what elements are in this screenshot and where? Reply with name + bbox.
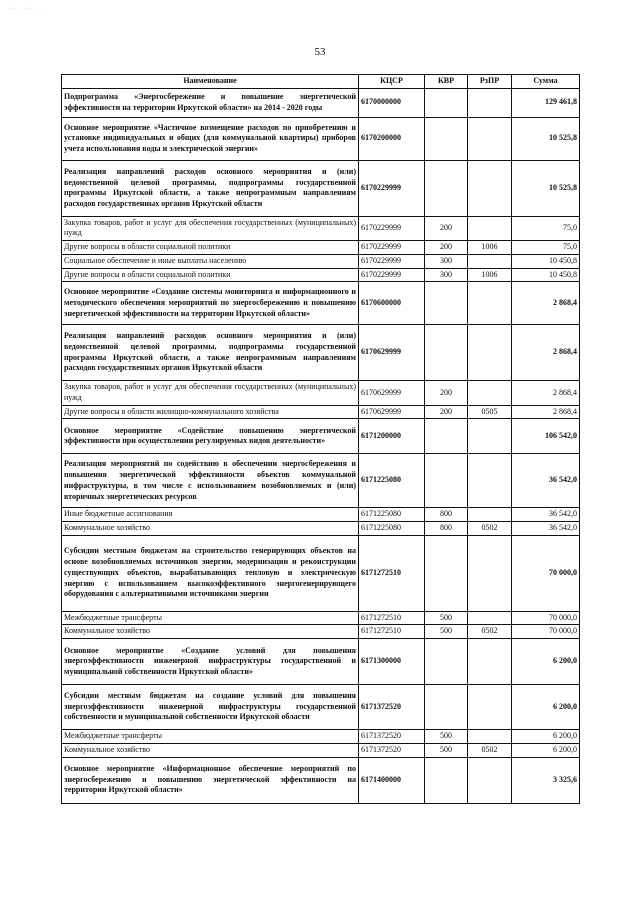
row-rzpr: 0502	[468, 743, 512, 757]
table-header-row	[62, 75, 580, 89]
row-code: 6171300000	[359, 639, 425, 685]
row-kvr	[425, 88, 468, 117]
table-row	[62, 268, 580, 282]
row-name: Коммунальное хозяйство	[62, 522, 359, 536]
row-kvr	[425, 117, 468, 160]
row-code: 6170629999	[359, 325, 425, 381]
row-sum: 70 000,0	[512, 625, 580, 639]
row-name: Коммунальное хозяйство	[62, 743, 359, 757]
table-row	[62, 454, 580, 508]
row-code: 6170229999	[359, 254, 425, 268]
row-name: Межбюджетные трансферты	[62, 730, 359, 744]
row-code: 6170000000	[359, 88, 425, 117]
row-kvr: 200	[425, 241, 468, 255]
row-code: 6170629999	[359, 405, 425, 419]
row-sum: 2 868,4	[512, 405, 580, 419]
row-rzpr	[468, 282, 512, 325]
row-code: 6171225080	[359, 522, 425, 536]
row-sum: 10 450,8	[512, 268, 580, 282]
row-name: Социальное обеспечение и иные выплаты населению	[62, 254, 359, 268]
row-rzpr	[468, 508, 512, 522]
header-rzpr: РзПР	[468, 75, 512, 89]
row-kvr: 500	[425, 611, 468, 625]
row-rzpr	[468, 685, 512, 730]
row-name: Реализация направлений расходов основного мероприятия и (или) ведомственной целевой программы, подпрограммы государственной программы Иркутской области, а также непрограммным направлениям расходов государственных органов Иркутской области	[62, 325, 359, 381]
table-row	[62, 419, 580, 454]
row-sum: 106 542,0	[512, 419, 580, 454]
row-kvr: 800	[425, 508, 468, 522]
table-row	[62, 405, 580, 419]
row-rzpr	[468, 535, 512, 611]
row-kvr	[425, 419, 468, 454]
row-sum: 36 542,0	[512, 454, 580, 508]
row-rzpr	[468, 216, 512, 240]
table-row	[62, 216, 580, 240]
table-row	[62, 254, 580, 268]
row-code: 6170200000	[359, 117, 425, 160]
row-code: 6171225080	[359, 508, 425, 522]
table-row	[62, 743, 580, 757]
row-name: Закупка товаров, работ и услуг для обеспечения государственных (муниципальных) нужд	[62, 381, 359, 405]
row-code: 6171272510	[359, 625, 425, 639]
row-code: 6170600000	[359, 282, 425, 325]
row-kvr	[425, 639, 468, 685]
table-row	[62, 625, 580, 639]
row-sum: 6 200,0	[512, 743, 580, 757]
header-kvr: КВР	[425, 75, 468, 89]
table-row	[62, 117, 580, 160]
row-rzpr: 1006	[468, 241, 512, 255]
table-row	[62, 160, 580, 216]
row-sum: 2 868,4	[512, 325, 580, 381]
row-rzpr	[468, 381, 512, 405]
table-row	[62, 282, 580, 325]
row-rzpr	[468, 88, 512, 117]
row-sum: 75,0	[512, 216, 580, 240]
row-sum: 70 000,0	[512, 611, 580, 625]
table-row	[62, 522, 580, 536]
row-code: 6171272510	[359, 611, 425, 625]
row-kvr: 200	[425, 216, 468, 240]
row-rzpr	[468, 325, 512, 381]
row-rzpr	[468, 757, 512, 803]
row-sum: 2 868,4	[512, 381, 580, 405]
row-sum: 129 461,8	[512, 88, 580, 117]
row-sum: 36 542,0	[512, 522, 580, 536]
table-body	[62, 88, 580, 803]
table-row	[62, 730, 580, 744]
row-name: Реализация направлений расходов основного мероприятия и (или) ведомственной целевой программы, подпрограммы государственной программы Иркутской области, а также непрограммным направлениям расходов государственных органов Иркутской области	[62, 160, 359, 216]
row-kvr	[425, 685, 468, 730]
row-name: Основное мероприятие «Создание условий для повышения энергоэффективности инженерной инфраструктуры государственной и муниципальной собственности Иркутской области»	[62, 639, 359, 685]
row-kvr: 200	[425, 405, 468, 419]
table-row	[62, 535, 580, 611]
row-sum: 70 000,0	[512, 535, 580, 611]
table-row	[62, 508, 580, 522]
table-row	[62, 88, 580, 117]
row-name: Основное мероприятие «Создание системы мониторинга и информационного и методического обеспечения мероприятий по энергосбережению и повышению энергетической эффективности на территории Иркутской области»	[62, 282, 359, 325]
row-name: Реализация мероприятий по содействию в обеспечении энергосбережения и повышения энергетической эффективности объектов коммунальной инфраструктуры, в том числе с использованием возобновляемых и (или) вторичных энергетических ресурсов	[62, 454, 359, 508]
row-code: 6170229999	[359, 216, 425, 240]
row-rzpr: 1006	[468, 268, 512, 282]
row-code: 6171225080	[359, 454, 425, 508]
header-name: Наименование	[62, 75, 359, 89]
row-sum: 2 868,4	[512, 282, 580, 325]
table-row	[62, 241, 580, 255]
row-code: 6171372520	[359, 685, 425, 730]
row-rzpr: 0505	[468, 405, 512, 419]
table-row	[62, 611, 580, 625]
row-kvr	[425, 757, 468, 803]
row-sum: 75,0	[512, 241, 580, 255]
row-rzpr: 0502	[468, 522, 512, 536]
row-kvr: 200	[425, 381, 468, 405]
table-row	[62, 685, 580, 730]
row-code: 6171272510	[359, 535, 425, 611]
row-code: 6171372520	[359, 743, 425, 757]
row-kvr	[425, 535, 468, 611]
row-name: Закупка товаров, работ и услуг для обеспечения государственных (муниципальных) нужд	[62, 216, 359, 240]
row-kvr	[425, 160, 468, 216]
row-kvr	[425, 325, 468, 381]
row-code: 6171200000	[359, 419, 425, 454]
row-name: Подпрограмма «Энергосбережение и повышение энергетической эффективности на территории Иркутской области» на 2014 - 2020 годы	[62, 88, 359, 117]
row-code: 6170229999	[359, 160, 425, 216]
table-row	[62, 325, 580, 381]
row-kvr	[425, 454, 468, 508]
row-kvr	[425, 282, 468, 325]
row-rzpr: 0502	[468, 625, 512, 639]
row-rzpr	[468, 639, 512, 685]
row-sum: 10 450,8	[512, 254, 580, 268]
row-name: Основное мероприятие «Содействие повышению энергетической эффективности при осуществлении регулируемых видов деятельности»	[62, 419, 359, 454]
row-kvr: 500	[425, 730, 468, 744]
row-sum: 6 200,0	[512, 685, 580, 730]
row-rzpr	[468, 117, 512, 160]
row-rzpr	[468, 611, 512, 625]
row-sum: 10 525,8	[512, 117, 580, 160]
budget-table	[61, 74, 580, 804]
header-sum: Сумма	[512, 75, 580, 89]
row-code: 6171400000	[359, 757, 425, 803]
row-sum: 36 542,0	[512, 508, 580, 522]
row-name: Другие вопросы в области социальной политики	[62, 268, 359, 282]
table-row	[62, 757, 580, 803]
row-rzpr	[468, 160, 512, 216]
table-row	[62, 381, 580, 405]
row-rzpr	[468, 730, 512, 744]
row-rzpr	[468, 254, 512, 268]
row-sum: 10 525,8	[512, 160, 580, 216]
row-name: Иные бюджетные ассигнования	[62, 508, 359, 522]
row-name: Другие вопросы в области жилищно-коммунального хозяйства	[62, 405, 359, 419]
row-name: Другие вопросы в области социальной политики	[62, 241, 359, 255]
row-name: Основное мероприятие «Частичное возмещение расходов по приобретению и установке индивидуальных и общих (для коммунальной квартиры) приборов учета использования воды и электрической энергии»	[62, 117, 359, 160]
row-rzpr	[468, 454, 512, 508]
row-sum: 3 325,6	[512, 757, 580, 803]
row-kvr: 800	[425, 522, 468, 536]
table-row	[62, 639, 580, 685]
row-name: Межбюджетные трансферты	[62, 611, 359, 625]
row-name: Субсидии местным бюджетам на строительство генерирующих объектов на основе возобновляемых источников энергии, модернизации и реконструкции существующих объектов, вырабатывающих тепловую и электрическую энергию с использованием высокоэффективного энергогенерирующего оборудования с альтернативными источниками энергии	[62, 535, 359, 611]
row-name: Основное мероприятие «Информационное обеспечение мероприятий по энергосбережению и повышению энергетической эффективности на территории Иркутской области»	[62, 757, 359, 803]
row-name: Субсидии местным бюджетам на создание условий для повышения энергоэффективности инженерной инфраструктуры государственной собственности и муниципальной собственности Иркутской области	[62, 685, 359, 730]
scan-edge-mark: · · · · · · ·	[8, 6, 44, 12]
row-rzpr	[468, 419, 512, 454]
row-code: 6170229999	[359, 241, 425, 255]
row-kvr: 500	[425, 625, 468, 639]
row-kvr: 300	[425, 268, 468, 282]
row-kvr: 300	[425, 254, 468, 268]
row-code: 6170229999	[359, 268, 425, 282]
row-sum: 6 200,0	[512, 639, 580, 685]
row-code: 6171372520	[359, 730, 425, 744]
row-kvr: 500	[425, 743, 468, 757]
page-number: 53	[314, 46, 326, 58]
row-sum: 6 200,0	[512, 730, 580, 744]
header-code: КЦСР	[359, 75, 425, 89]
row-code: 6170629999	[359, 381, 425, 405]
row-name: Коммунальное хозяйство	[62, 625, 359, 639]
